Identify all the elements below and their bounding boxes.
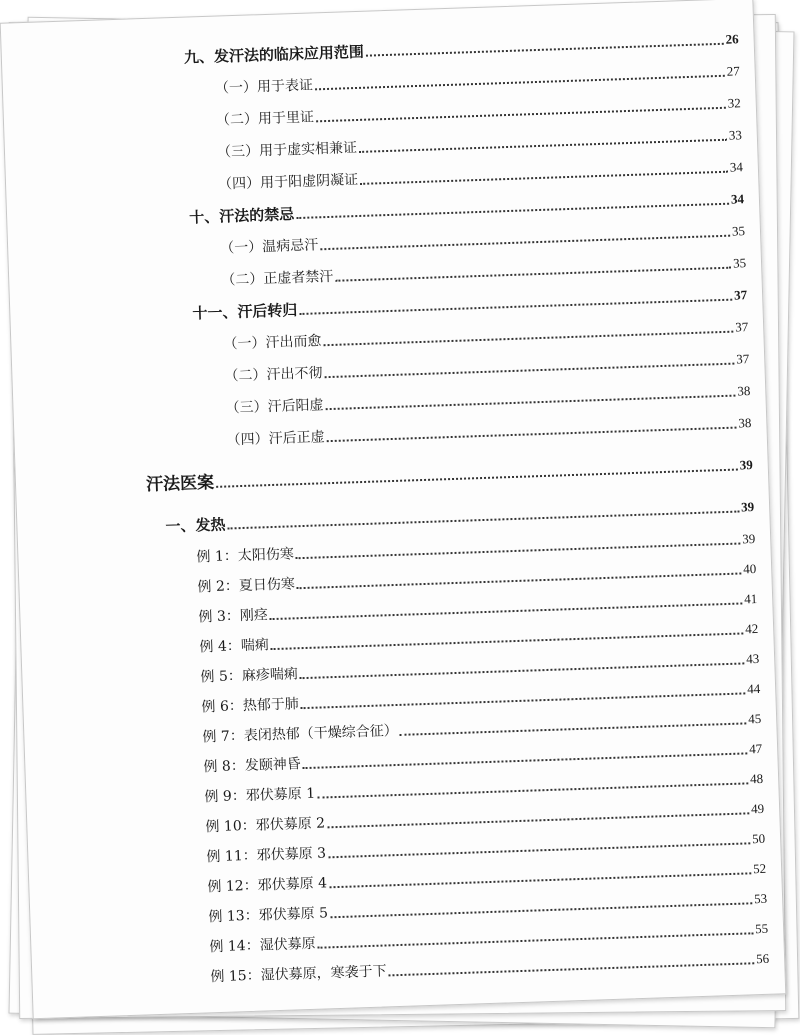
toc-entry[interactable] <box>223 319 748 352</box>
toc-entry-title: （一）用于表证 <box>214 77 314 97</box>
toc-entry-title: 例 6：热郁于肺 <box>201 696 300 716</box>
toc-entry-page: 47 <box>748 740 763 757</box>
toc-entry-title: （一）汗出而愈 <box>223 333 322 353</box>
toc-entry-page: 43 <box>745 650 760 667</box>
toc-entry-page: 35 <box>732 255 747 271</box>
toc-entry[interactable] <box>209 921 768 956</box>
toc-entry-title: 十一、汗后转归 <box>192 301 298 323</box>
toc-entry[interactable] <box>226 415 751 448</box>
chapter-title: 汗法医案 <box>145 472 215 496</box>
toc-entry[interactable] <box>205 801 764 836</box>
toc-entry[interactable] <box>196 531 755 566</box>
toc-entry-title: 例 12：邪伏募原 4 <box>207 875 328 896</box>
toc-entry-title: 九、发汗法的临床应用范围 <box>183 42 365 67</box>
leader-dots <box>329 872 751 888</box>
leader-dots <box>303 752 747 769</box>
toc-entry-page: 39 <box>741 531 756 547</box>
toc-entry-page: 33 <box>728 127 743 143</box>
leader-dots <box>330 902 752 918</box>
leader-dots <box>228 511 740 530</box>
leader-dots <box>389 962 755 976</box>
toc-entry-page: 48 <box>749 770 764 787</box>
toc-entry-page: 38 <box>737 383 751 399</box>
toc-entry[interactable] <box>224 351 749 384</box>
leader-dots <box>301 692 745 709</box>
toc-entry-title: 例 11：邪伏募原 3 <box>206 845 327 866</box>
toc-entry-title: 例 10：邪伏募原 2 <box>205 815 326 836</box>
toc-entry[interactable] <box>216 95 741 128</box>
toc-entry-title: 例 2：夏日伤寒 <box>197 576 296 596</box>
leader-dots <box>271 632 743 650</box>
toc-entry-page: 50 <box>751 830 766 847</box>
toc-entry[interactable] <box>201 681 760 716</box>
toc-entry[interactable] <box>208 891 767 926</box>
toc-chapter[interactable] <box>145 457 753 496</box>
toc-entry-page: 42 <box>744 620 759 637</box>
toc-entry[interactable] <box>215 63 740 96</box>
toc-entry-page: 34 <box>729 159 744 175</box>
toc-entry-page: 37 <box>733 287 748 303</box>
toc-entry-page: 55 <box>754 920 769 937</box>
toc-entry-title: 例 4：喘痢 <box>199 637 270 656</box>
toc-entry-page: 53 <box>753 890 768 907</box>
toc-entry-title: 例 1：太阳伤寒 <box>196 546 295 566</box>
toc-entry-page: 40 <box>742 560 757 577</box>
toc-entry-page: 27 <box>726 63 740 79</box>
toc-entry-page: 26 <box>725 31 739 47</box>
toc-entry-title: 例 3：刚痉 <box>198 607 269 626</box>
toc-entry-page: 39 <box>740 499 755 515</box>
toc-entry-page: 38 <box>738 415 752 431</box>
toc-entry-title: 例 9：邪伏募原 1 <box>204 785 316 806</box>
toc-entry-title: （四）汗后正虚 <box>226 429 325 449</box>
leader-dots <box>300 662 744 679</box>
leader-dots <box>296 543 740 560</box>
toc-entry-title: 例 13：邪伏募原 5 <box>208 905 329 926</box>
toc-entry-page: 34 <box>730 191 745 207</box>
leader-dots <box>318 932 754 948</box>
leader-dots <box>316 107 726 123</box>
leader-dots <box>315 75 725 91</box>
toc-entry[interactable] <box>220 223 745 256</box>
toc-entry-page: 49 <box>750 800 765 817</box>
leader-dots <box>317 782 748 798</box>
toc-entry[interactable] <box>218 159 743 192</box>
toc-entry[interactable] <box>225 383 750 416</box>
toc-entry[interactable] <box>200 651 759 686</box>
toc-entry-page: 45 <box>747 710 762 727</box>
toc-entry[interactable] <box>184 31 739 65</box>
toc-entry-page: 37 <box>734 319 749 335</box>
toc-entry-page: 37 <box>735 351 750 367</box>
leader-dots <box>296 203 729 219</box>
toc-entry-page: 44 <box>746 680 761 697</box>
toc-entry-title: （一）温病忌汗 <box>220 237 319 257</box>
toc-entry-page: 32 <box>727 95 741 111</box>
toc-entry-title: 例 7：表闭热郁（干燥综合征） <box>202 722 399 746</box>
leader-dots <box>328 842 750 858</box>
leader-dots <box>270 602 742 620</box>
leader-dots <box>325 363 735 379</box>
toc-entry-title: （二）正虚者禁汗 <box>221 268 334 289</box>
toc-entry-title: （二）汗出不彻 <box>224 365 323 385</box>
leader-dots <box>326 395 736 411</box>
toc-entry[interactable] <box>197 561 756 596</box>
leader-dots <box>297 572 741 589</box>
leader-dots <box>324 331 734 347</box>
toc-entry-title: 一、发热 <box>165 515 226 536</box>
leader-dots <box>360 171 728 185</box>
toc-entry-title: （三）用于虚实相兼证 <box>216 139 358 161</box>
toc-entry[interactable] <box>204 771 763 806</box>
toc-entry[interactable] <box>221 255 746 288</box>
toc-entry-page: 52 <box>752 860 767 877</box>
toc-entry-title: （二）用于里证 <box>215 109 315 129</box>
leader-dots <box>299 299 732 315</box>
leader-dots <box>366 43 724 57</box>
toc-entry[interactable] <box>202 711 761 746</box>
leader-dots <box>216 469 738 488</box>
toc-entry-title: 例 5：麻疹喘痢 <box>200 666 299 686</box>
toc-entry[interactable] <box>207 861 766 896</box>
toc-entry[interactable] <box>210 951 769 986</box>
toc-entry-title: 例 15：湿伏募原，寒袭于下 <box>210 963 387 986</box>
toc-entry[interactable] <box>217 127 742 160</box>
leader-dots <box>359 139 727 153</box>
toc-entry-title: （三）汗后阳虚 <box>225 397 324 417</box>
leader-dots <box>320 235 730 251</box>
toc-entry[interactable] <box>189 191 744 225</box>
toc-entry-title: 例 8：发颐神昏 <box>203 756 302 776</box>
toc-entry[interactable] <box>206 831 765 866</box>
toc-entry[interactable] <box>198 591 757 626</box>
leader-dots <box>327 812 749 828</box>
toc-entry-page: 41 <box>743 590 758 607</box>
leader-dots <box>335 267 731 282</box>
toc-entry-page: 56 <box>755 950 770 967</box>
toc-entry[interactable] <box>165 499 754 535</box>
toc-entry-title: 例 14：湿伏募原 <box>209 935 316 956</box>
toc-entry-title: （四）用于阳虚阴凝证 <box>217 171 359 193</box>
leader-dots <box>400 722 747 735</box>
toc-entry[interactable] <box>192 287 747 321</box>
toc-entry-page: 35 <box>731 223 746 239</box>
toc-entry[interactable] <box>203 741 762 776</box>
toc-entry-title: 十、汗法的禁忌 <box>188 205 295 227</box>
toc-entry[interactable] <box>199 621 758 656</box>
toc-entry-page: 39 <box>739 457 753 473</box>
leader-dots <box>327 427 737 443</box>
